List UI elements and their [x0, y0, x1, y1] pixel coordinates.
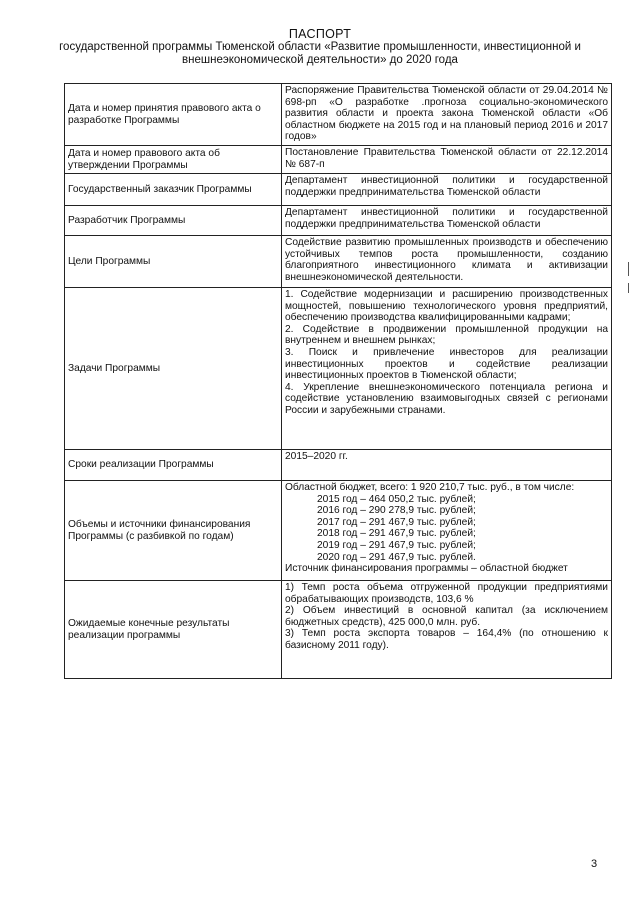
funding-year: 2017 год – 291 467,9 тыс. рублей; [317, 516, 476, 528]
row-value [282, 581, 612, 679]
funding-year: 2019 год – 291 467,9 тыс. рублей; [317, 539, 476, 551]
row-label: Цели Программы [65, 236, 282, 288]
result-item: 3) Темп роста экспорта товаров – 164,4% (по отношению к базисному 2011 году). [285, 628, 608, 651]
funding-source: Источник финансирования программы – областной бюджет [285, 563, 568, 575]
scan-edge-mark [628, 283, 629, 293]
passport-table [64, 83, 612, 679]
row-value: Департамент инвестиционной политики и государственной поддержки предпринимательства Тюменской области [282, 174, 612, 206]
funding-year: 2018 год – 291 467,9 тыс. рублей; [317, 528, 476, 540]
task-item: 4. Укрепление внешнеэкономического потенциала региона и содействие установлению взаимовыгодных связей с регионами России и зарубежными странами. [285, 381, 608, 416]
table-row-approval-act [65, 146, 612, 174]
row-label: Задачи Программы [65, 288, 282, 450]
row-label: Разработчик Программы [65, 206, 282, 236]
row-value: Содействие развитию промышленных производств и обеспечению устойчивых темпов роста промышленности, созданию благоприятного инвестиционного климата и активизации внешнеэкономической деятельности. [282, 236, 612, 288]
scan-edge-mark [628, 262, 629, 276]
funding-intro: Областной бюджет, всего: 1 920 210,7 тыс. руб., в том числе: [285, 482, 575, 493]
document-header [0, 28, 640, 67]
result-item: 2) Объем инвестиций в основной капитал (за исключением бюджетных средств), 425 000,0 млн. руб. [285, 605, 608, 628]
result-item: 1) Темп роста объема отгруженной продукции предприятиями обрабатывающих производств, 103,6 % [285, 582, 608, 605]
table-row-funding [65, 481, 612, 581]
row-label: Дата и номер правового акта об утверждении Программы [65, 146, 282, 174]
row-value [282, 481, 612, 581]
row-label: Объемы и источники финансирования Программы (с разбивкой по годам) [65, 481, 282, 581]
row-label: Ожидаемые конечные результаты реализации программы [65, 581, 282, 679]
row-value: Распоряжение Правительства Тюменской области от 29.04.2014 № 698-рп «О разработке .прогноза социально-экономического развития области и проекта закона Тюменской области «Об областном бюджете на 2015 год и на плановый период 2016 и 2017 годов» [282, 84, 612, 146]
task-item: 3. Поиск и привлечение инвесторов для реализации инвестиционных проектов и содействие реализации инвестиционных проектов в Тюменской области; [285, 346, 608, 382]
row-value: Постановление Правительства Тюменской области от 22.12.2014 № 687-п [282, 146, 612, 174]
row-value: Департамент инвестиционной политики и государственной поддержки предпринимательства Тюменской области [282, 206, 612, 236]
row-value [282, 288, 612, 450]
page-number: 3 [591, 858, 598, 870]
row-label: Сроки реализации Программы [65, 450, 282, 481]
table-row-developer [65, 206, 612, 236]
table-row-terms [65, 450, 612, 481]
table-row-approval-date [65, 84, 612, 146]
funding-year: 2016 год – 290 278,9 тыс. рублей; [317, 505, 476, 517]
funding-year: 2020 год – 291 467,9 тыс. рублей. [317, 551, 476, 563]
row-label: Государственный заказчик Программы [65, 174, 282, 206]
document-title: ПАСПОРТ [288, 27, 352, 41]
task-item: 1. Содействие модернизации и расширению производственных мощностей, повышению технологического уровня предприятий, обеспечению производства квалифицированными кадрами; [285, 289, 608, 324]
funding-year: 2015 год – 464 050,2 тыс. рублей; [317, 493, 476, 505]
row-label: Дата и номер принятия правового акта о разработке Программы [65, 84, 282, 146]
table-row-customer [65, 174, 612, 206]
task-item: 2. Содействие в продвижении промышленной продукции на внутреннем и внешнем рынках; [285, 323, 608, 347]
table-row-tasks [65, 288, 612, 450]
table-row-results [65, 581, 612, 679]
document-subtitle-line-2: внешнеэкономической деятельности» до 2020 года [182, 54, 458, 66]
row-value: 2015–2020 гг. [282, 450, 612, 481]
table-row-goals [65, 236, 612, 288]
document-subtitle-line-1: государственной программы Тюменской области «Развитие промышленности, инвестиционной и [59, 41, 581, 53]
